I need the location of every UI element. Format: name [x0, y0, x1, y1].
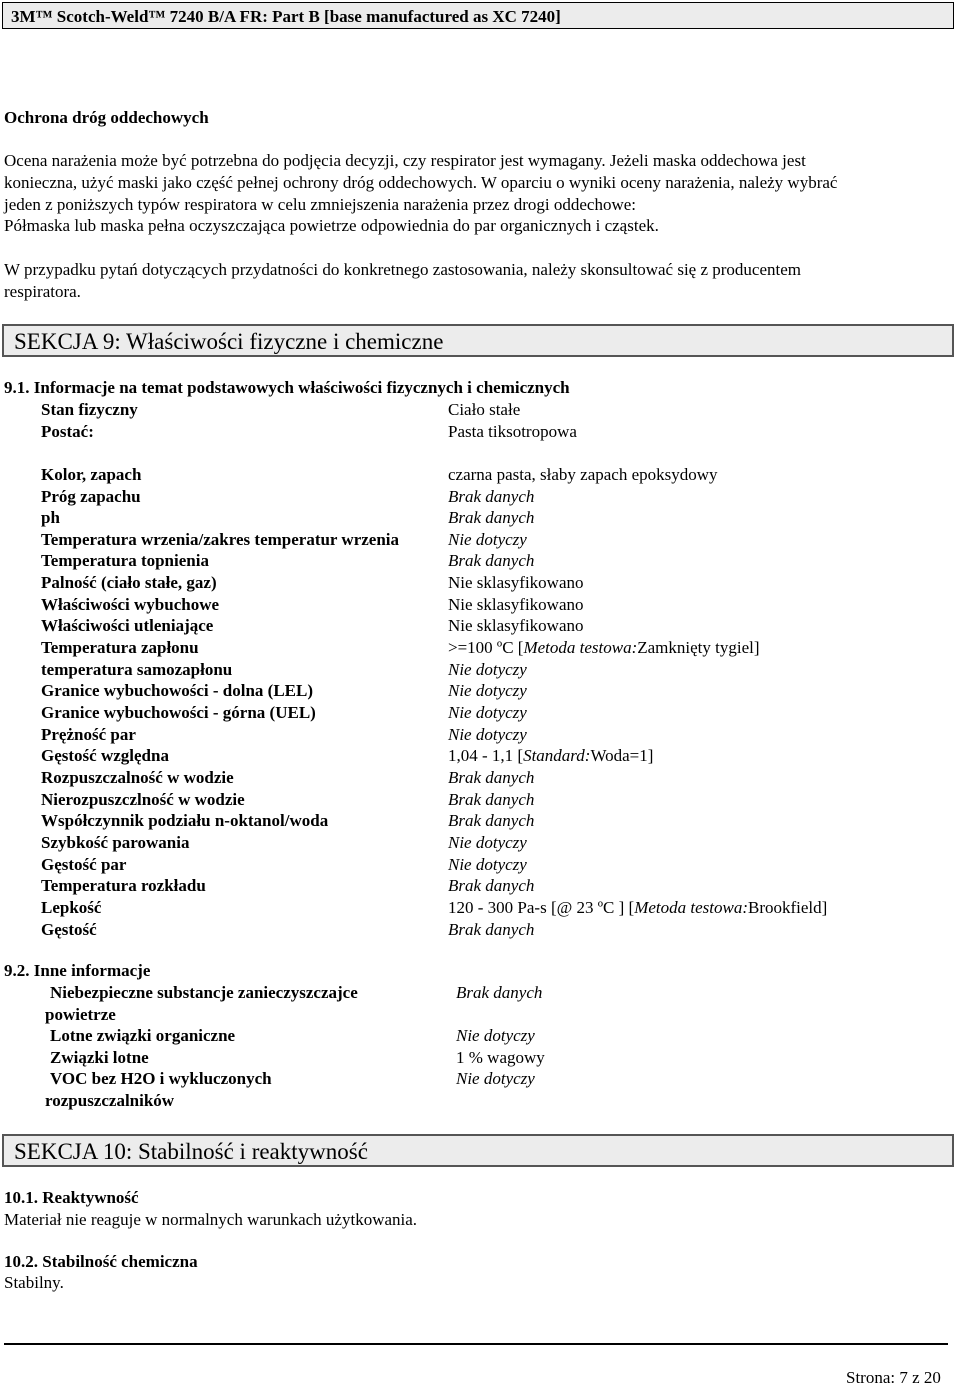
respiratory-para1-line2: konieczna, użyć maski jako część pełnej ochrony dróg oddechowych. W oparciu o wyniki oceny narażenia, należy wybrać [4, 173, 838, 192]
property-label: Próg zapachu [41, 487, 141, 506]
section-9-banner [2, 324, 954, 357]
property-label: ph [41, 508, 60, 527]
property-value: Brak danych [448, 508, 535, 527]
respiratory-heading: Ochrona dróg oddechowych [4, 108, 209, 127]
property-value-part: 120 - 300 Pa-s [@ 23 ºC ] [ [448, 898, 635, 917]
property-value: Brak danych [448, 790, 535, 809]
other-info-value: 1 % wagowy [456, 1048, 545, 1067]
property-value: Brak danych [448, 811, 535, 830]
property-value: Nie dotyczy [448, 703, 527, 722]
property-value-part: Brookfield] [747, 898, 828, 917]
property-value: Nie sklasyfikowano [448, 616, 584, 635]
property-label: Właściwości utleniające [41, 616, 214, 635]
property-label: Szybkość parowania [41, 833, 190, 852]
other-info-value: Nie dotyczy [456, 1026, 535, 1045]
property-value [448, 898, 827, 918]
property-label: Postać: [41, 422, 94, 441]
other-info-label-continued: rozpuszczalników [45, 1091, 175, 1110]
property-label: Palność (ciało stałe, gaz) [41, 573, 217, 592]
subsection-9-1-heading: 9.1. Informacje na temat podstawowych właściwości fizycznych i chemicznych [4, 378, 570, 397]
property-value: Nie sklasyfikowano [448, 573, 584, 592]
property-label: Stan fizyczny [41, 400, 138, 419]
respiratory-para2-line2: respiratora. [4, 282, 81, 301]
property-label: Gęstość par [41, 855, 127, 874]
property-value: Nie dotyczy [448, 833, 527, 852]
stability-text: Stabilny. [4, 1273, 64, 1292]
property-label: Temperatura rozkładu [41, 876, 206, 895]
property-label: Prężność par [41, 725, 136, 744]
respiratory-para1-line4: Półmaska lub maska pełna oczyszczająca powietrze odpowiednia do par organicznych i cząstek. [4, 216, 659, 235]
property-value: Nie sklasyfikowano [448, 595, 584, 614]
property-value: Brak danych [448, 551, 535, 570]
property-value: Nie dotyczy [448, 530, 527, 549]
document-header [2, 2, 954, 29]
page-number: Strona: 7 z 20 [846, 1368, 941, 1387]
property-label: Właściwości wybuchowe [41, 595, 220, 614]
property-value: Nie dotyczy [448, 725, 527, 744]
subsection-9-2-heading: 9.2. Inne informacje [4, 961, 151, 980]
other-info-value: Brak danych [456, 983, 543, 1002]
property-label: Nierozpuszczlność w wodzie [41, 790, 245, 809]
property-value: Ciało stałe [448, 400, 521, 419]
property-value: Nie dotyczy [448, 855, 527, 874]
respiratory-para1-line1: Ocena narażenia może być potrzebna do podjęcia decyzji, czy respirator jest wymagany. Jeżeli maska oddechowa jest [4, 151, 806, 170]
section-10-banner [2, 1134, 954, 1167]
property-value: czarna pasta, słaby zapach epoksydowy [448, 465, 718, 484]
other-info-label: VOC bez H2O i wykluczonych [50, 1069, 272, 1088]
property-value-part: 1,04 - 1,1 [ [448, 746, 524, 765]
property-label: temperatura samozapłonu [41, 660, 233, 679]
subsection-10-2-heading: 10.2. Stabilność chemiczna [4, 1252, 198, 1271]
property-label: Kolor, zapach [41, 465, 142, 484]
property-label: Temperatura wrzenia/zakres temperatur wrzenia [41, 530, 400, 549]
property-value-part: Woda=1] [590, 746, 654, 765]
property-value [448, 746, 653, 766]
property-value-method: Metoda testowa: [634, 898, 748, 917]
respiratory-para1-line3: jeden z poniższych typów respiratora w celu zmniejszenia narażenia przez drogi oddechowe: [4, 195, 637, 214]
property-value: Brak danych [448, 920, 535, 939]
property-label: Lepkość [41, 898, 102, 917]
other-info-label-continued: powietrze [45, 1005, 116, 1024]
property-value: Brak danych [448, 768, 535, 787]
property-label: Granice wybuchowości - górna (UEL) [41, 703, 316, 722]
section-9-title: SEKCJA 9: Właściwości fizyczne i chemiczne [14, 329, 444, 354]
property-value-part: >=100 ºC [ [448, 638, 524, 657]
property-value-part: Zamknięty tygiel] [637, 638, 760, 657]
property-value: Brak danych [448, 876, 535, 895]
property-value [448, 638, 760, 658]
document-title: 3M™ Scotch-Weld™ 7240 B/A FR: Part B [base manufactured as XC 7240] [11, 7, 561, 26]
property-label: Gęstość względna [41, 746, 169, 765]
subsection-10-1-heading: 10.1. Reaktywność [4, 1188, 139, 1207]
property-value-method: Metoda testowa: [523, 638, 638, 657]
property-label: Gęstość [41, 920, 97, 939]
property-value: Brak danych [448, 487, 535, 506]
property-value: Nie dotyczy [448, 681, 527, 700]
property-label: Granice wybuchowości - dolna (LEL) [41, 681, 314, 700]
property-label: Temperatura zapłonu [41, 638, 199, 657]
other-info-label: Związki lotne [50, 1048, 149, 1067]
reactivity-text: Materiał nie reaguje w normalnych warunkach użytkowania. [4, 1210, 418, 1229]
section-10-title: SEKCJA 10: Stabilność i reaktywność [14, 1139, 368, 1164]
respiratory-para2-line1: W przypadku pytań dotyczących przydatności do konkretnego zastosowania, należy skonsultować się z producentem [4, 260, 802, 279]
other-info-label: Lotne związki organiczne [50, 1026, 236, 1045]
other-info-label: Niebezpieczne substancje zanieczyszczajce [50, 983, 358, 1002]
property-label: Współczynnik podziału n-oktanol/woda [41, 811, 329, 830]
property-value-method: Standard: [523, 746, 591, 765]
footer-divider [4, 1343, 948, 1345]
property-value: Pasta tiksotropowa [448, 422, 577, 441]
other-info-value: Nie dotyczy [456, 1069, 535, 1088]
property-label: Rozpuszczalność w wodzie [41, 768, 234, 787]
property-value: Nie dotyczy [448, 660, 527, 679]
property-label: Temperatura topnienia [41, 551, 209, 570]
